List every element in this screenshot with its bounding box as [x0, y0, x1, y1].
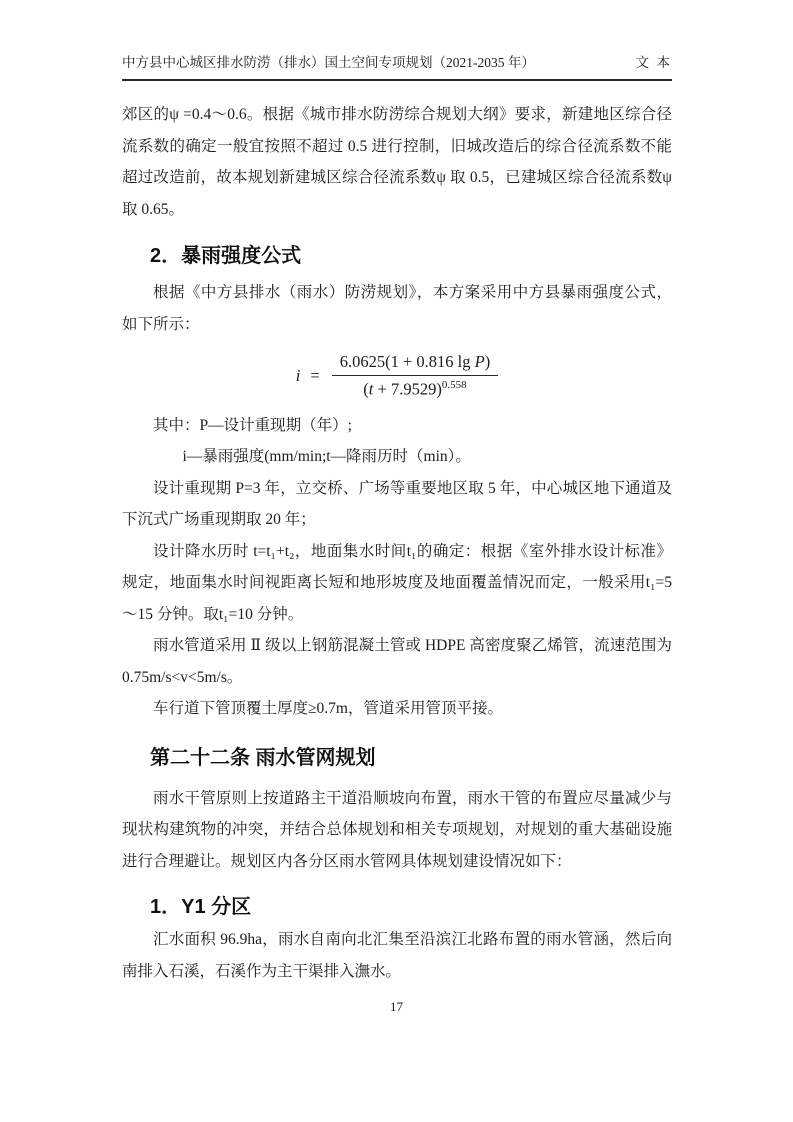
page-content	[122, 0, 672, 987]
formula-variable-t: t	[368, 379, 374, 399]
header-document-title: 中方县中心城区排水防涝（排水）国土空间专项规划（2021-2035 年）	[122, 55, 535, 70]
paragraph-rain-duration: 设计降水历时 t=t₁+t₂，地面集水时间t₁的确定：根据《室外排水设计标准》规定，地面集水时间视距离长短和地形坡度及地面覆盖情况而定，一般采用t₁=5～15 分钟。取t₁=10 分钟。	[122, 542, 672, 623]
paragraph-pipe-material: 雨水管道采用 Ⅱ 级以上钢筋混凝土管或 HDPE 高密度聚乙烯管，流速范围为 0.75m/s<v<5m/s。	[122, 637, 672, 686]
paragraph-return-period: 设计重现期 P=3 年，立交桥、广场等重要地区取 5 年，中心城区地下通道及下沉式广场重现期取 20 年；	[122, 479, 672, 528]
formula-numerator-close: )	[484, 352, 491, 371]
header-side-label: 文 本	[635, 55, 672, 70]
storm-intensity-formula	[122, 352, 672, 400]
formula-denominator-open: (	[363, 379, 369, 399]
formula-exponent: 0.558	[441, 379, 467, 391]
paragraph-cover-depth: 车行道下管顶覆土厚度≥0.7m，管道采用管顶平接。	[153, 700, 503, 717]
formula-fraction	[332, 352, 498, 400]
heading-y1-district: 1．Y1 分区	[150, 896, 252, 918]
page-footer	[0, 999, 793, 1015]
paragraph-network-layout: 雨水干管原则上按道路主干道沿顺坡向布置，雨水干管的布置应尽量减少与现状构建筑物的冲突，并结合总体规划和相关专项规划，对规划的重大基础设施进行合理避让。规划区内各分区雨水管网具体规划建设情况如下：	[122, 789, 672, 870]
running-header	[122, 0, 672, 81]
paragraph-where-definition-P: 其中：P—设计重现期（年）;	[153, 416, 352, 434]
heading-article-22-rainwater-network: 第二十二条 雨水管网规划	[150, 746, 376, 769]
formula-variable-P: P	[474, 352, 485, 371]
paragraph-where-definition-i-t: i—暴雨强度(mm/min;t—降雨历时（min）。	[182, 448, 471, 465]
formula-lhs: i	[295, 365, 301, 385]
formula-denominator	[332, 376, 498, 400]
formula-equals: =	[310, 365, 320, 385]
paragraph-y1-district: 汇水面积 96.9ha，雨水自南向北汇集至沿滨江北路布置的雨水管涵，然后向南排入石溪，石溪作为主干渠排入潕水。	[122, 931, 672, 980]
formula-numerator-text: 6.0625(1 + 0.816 lg	[339, 352, 475, 371]
paragraph-runoff-coefficient: 郊区的ψ =0.4～0.6。根据《城市排水防涝综合规划大纲》要求，新建地区综合径流系数的确定一般宜按照不超过 0.5 进行控制，旧城改造后的综合径流系数不能超过改造前，故本规划新建城区综合径流系数ψ 取 0.5，已建城区综合径流系数ψ 取 0.65。	[122, 106, 672, 218]
page-number: 17	[390, 999, 403, 1014]
heading-storm-intensity-formula: 2．暴雨强度公式	[150, 245, 302, 267]
formula-denominator-text: + 7.9529)	[373, 379, 442, 399]
formula-numerator	[332, 352, 498, 376]
paragraph-formula-basis: 根据《中方县排水（雨水）防涝规划》，本方案采用中方县暴雨强度公式，如下所示：	[122, 284, 672, 333]
